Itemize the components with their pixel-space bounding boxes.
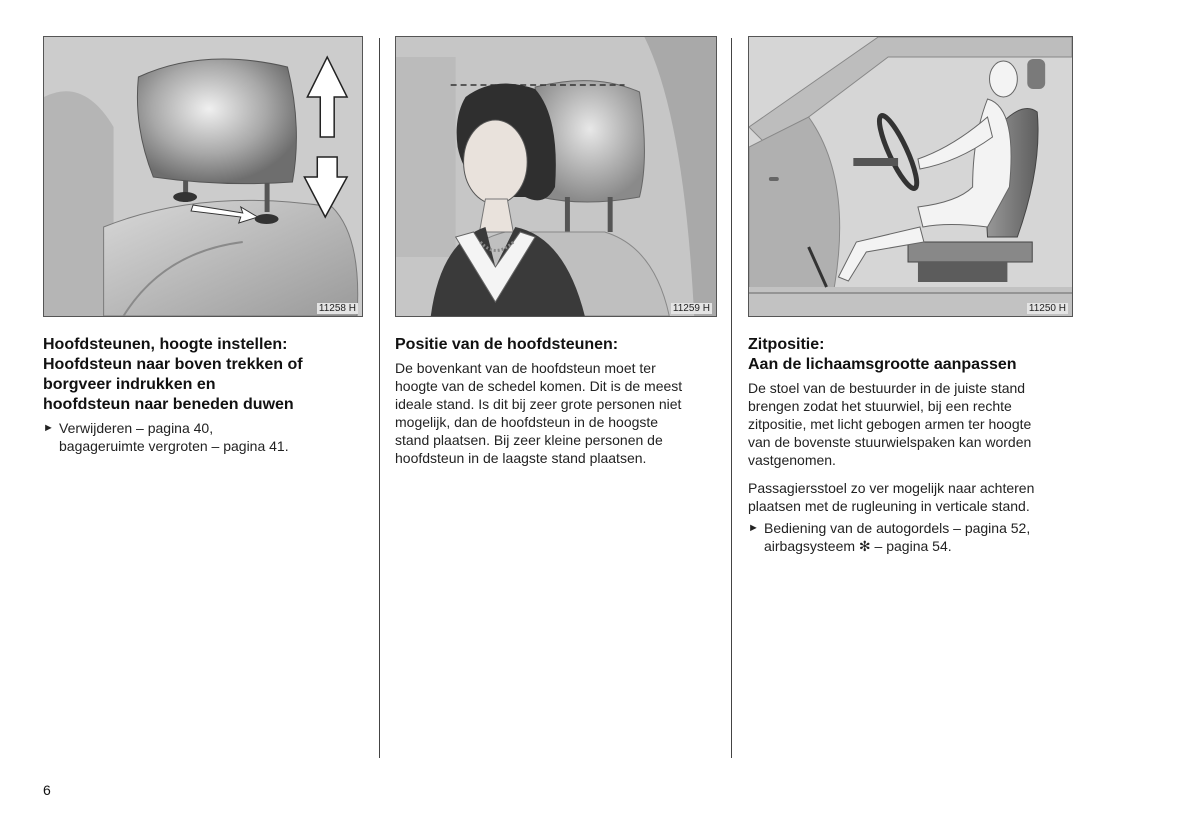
figure-code: 11250 H <box>1028 303 1066 314</box>
paragraph-line: De bovenkant van de hoofdsteun moet ter <box>395 360 656 376</box>
triangle-right-icon: ► <box>748 522 759 534</box>
column-headrest-position <box>395 36 717 467</box>
section-heading <box>748 335 1073 375</box>
figure-code: 11258 H <box>318 303 356 314</box>
body-paragraph <box>748 479 1073 515</box>
column-seating-position <box>748 36 1073 555</box>
cross-reference <box>748 519 1073 555</box>
body-paragraph <box>748 379 1073 469</box>
column-headrest-height <box>43 36 363 455</box>
paragraph-line: hoogte van de schedel komen. Dit is de meest <box>395 378 683 394</box>
heading-line: Hoofdsteun naar boven trekken of <box>43 356 303 373</box>
page-number: 6 <box>43 782 51 798</box>
paragraph-line: vastgenomen. <box>748 452 836 468</box>
section-heading <box>43 335 363 415</box>
headrest-position-illustration <box>395 36 717 317</box>
paragraph-line: stand plaatsen. Bij zeer kleine personen de <box>395 432 663 448</box>
paragraph-line: plaatsen met de rugleuning in verticale stand. <box>748 498 1030 514</box>
heading-line: Aan de lichaamsgrootte aanpassen <box>748 356 1017 373</box>
column-divider <box>731 38 732 758</box>
paragraph-line: ideale stand. Is dit bij zeer grote personen niet <box>395 396 682 412</box>
paragraph-line: hoofdsteun in de laagste stand plaatsen. <box>395 450 647 466</box>
heading-line: hoofdsteun naar beneden duwen <box>43 396 294 413</box>
headrest-adjust-illustration <box>43 36 363 317</box>
heading-line: Positie van de hoofdsteunen: <box>395 336 619 353</box>
reference-line: Bediening van de autogordels – pagina 52, <box>764 520 1031 536</box>
heading-line: Hoofdsteunen, hoogte instellen: <box>43 336 288 353</box>
paragraph-line: De stoel van de bestuurder in de juiste stand <box>748 380 1026 396</box>
reference-line: bagageruimte vergroten – pagina 41. <box>59 438 289 454</box>
reference-line: Verwijderen – pagina 40, <box>59 420 214 436</box>
seating-position-illustration <box>748 36 1073 317</box>
heading-line: borgveer indrukken en <box>43 376 216 393</box>
heading-line: Zitpositie: <box>748 336 825 353</box>
body-paragraph <box>395 359 717 467</box>
triangle-right-icon: ► <box>43 422 54 434</box>
paragraph-line: Passagiersstoel zo ver mogelijk naar achteren <box>748 480 1035 496</box>
paragraph-line: brengen zodat het stuurwiel, bij een rechte <box>748 398 1012 414</box>
figure-code: 11259 H <box>672 303 710 314</box>
reference-line: airbagsysteem ✻ – pagina 54. <box>764 538 952 554</box>
paragraph-line: mogelijk, dan de hoofdsteun in de hoogste <box>395 414 659 430</box>
cross-reference <box>43 419 363 455</box>
column-divider <box>379 38 380 758</box>
section-heading <box>395 335 717 355</box>
paragraph-line: van de bovenste stuurwielspaken kan worden <box>748 434 1032 450</box>
paragraph-line: zitpositie, met licht gebogen armen ter hoogte <box>748 416 1032 432</box>
